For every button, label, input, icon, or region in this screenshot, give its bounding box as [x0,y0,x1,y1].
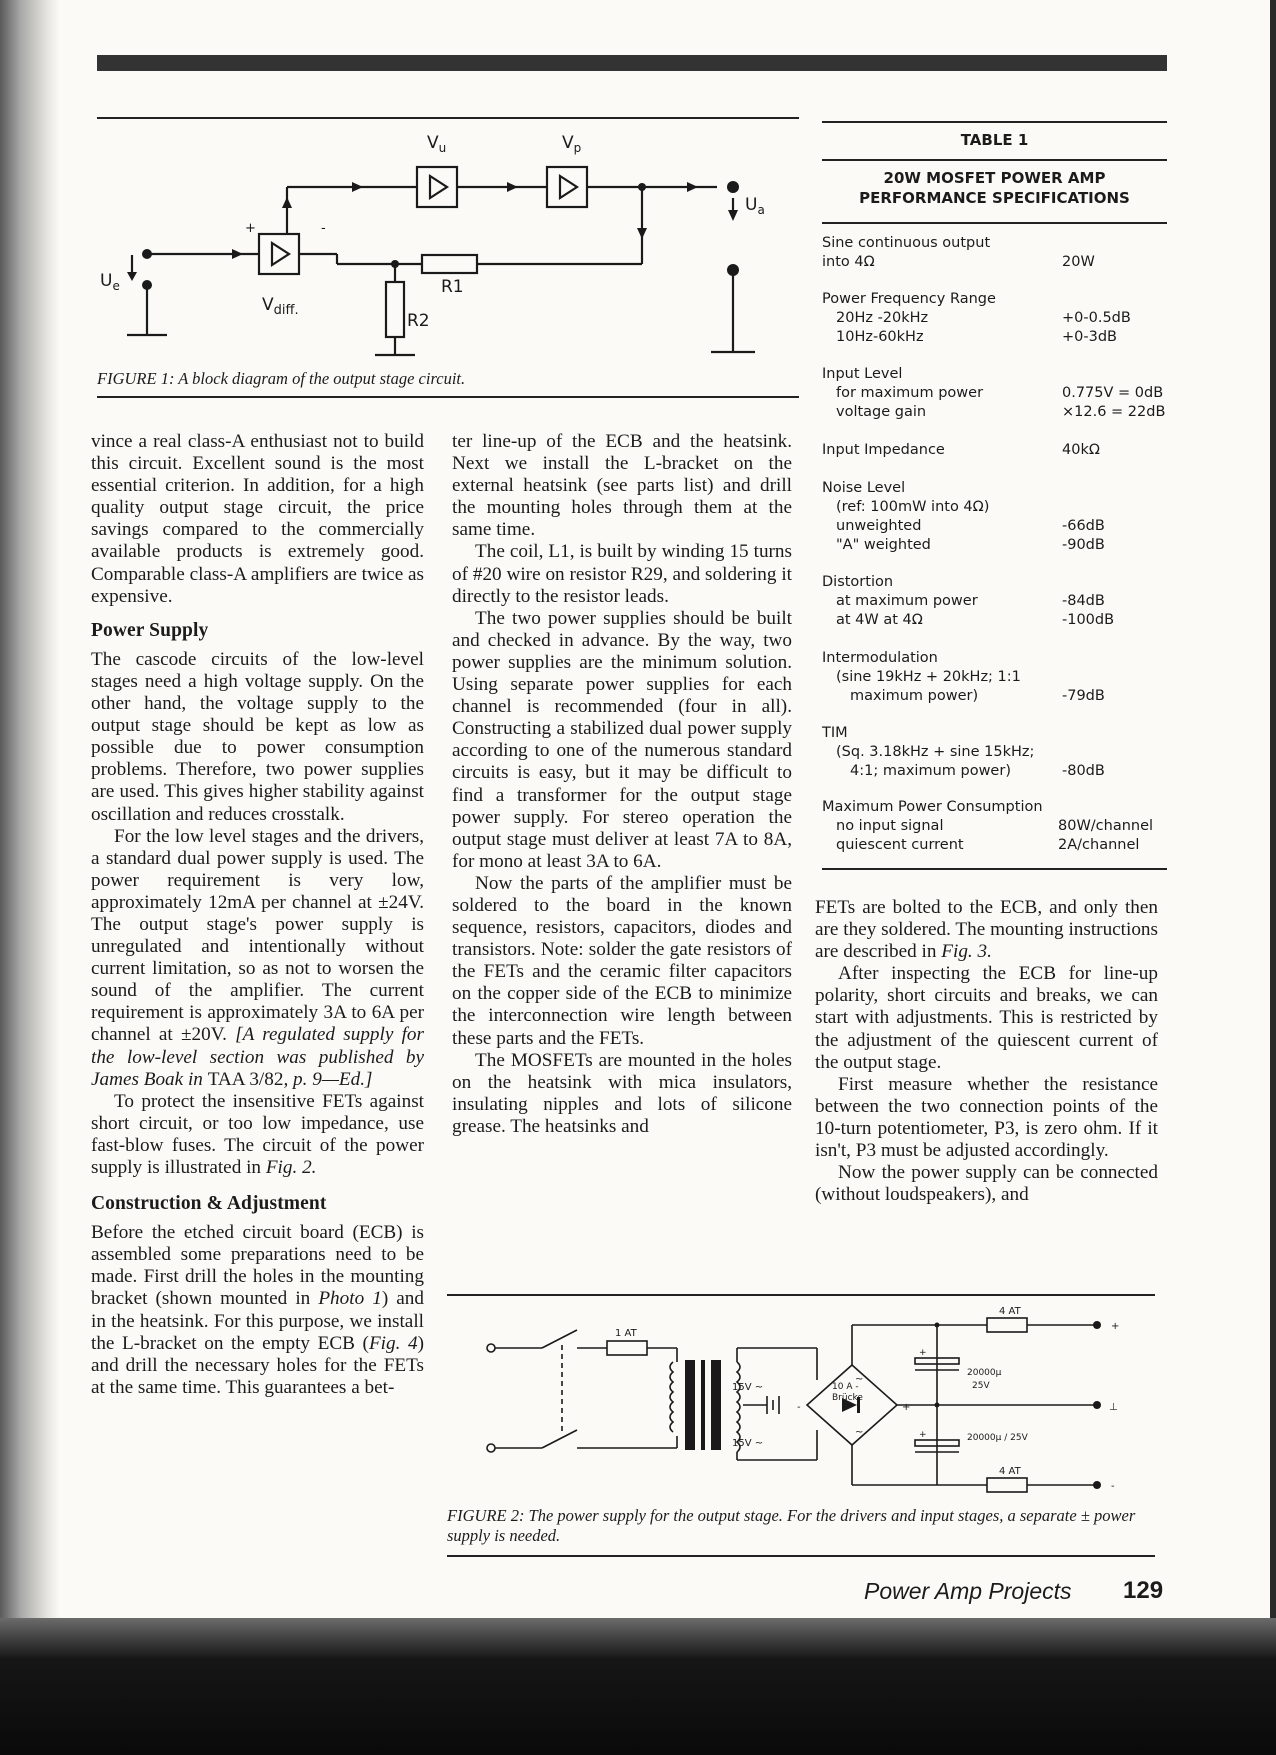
secondary-voltage-1: 15V ~ [732,1382,764,1393]
paragraph: Now the power supply can be connected (without loudspeakers), and [815,1162,1158,1206]
vu-label: V [427,133,439,153]
vdiff-amplifier-block [259,234,299,274]
cap-bottom-polarity: + [919,1430,927,1440]
figure2-caption: FIGURE 2: The power supply for the output stage. For the drivers and input stages, a separate ± power supply is needed. [447,1506,1136,1545]
scan-bottom-edge [0,1618,1276,1755]
table1-row: Intermodulation (sine 19kHz + 20kHz; 1:1 maximum power) -79dB [822,650,1105,704]
fuse-top-label: 4 AT [999,1306,1021,1317]
table1-row: Maximum Power Consumption no input signal quiescent current 80W/channel 2A/channel [822,799,1154,853]
cap-top-value: 20000μ [967,1368,1002,1378]
table1-row: Input Impedance 40kΩ [822,442,1100,458]
figure2-power-supply-schematic [447,1300,1157,1500]
figure1-caption: FIGURE 1: A block diagram of the output stage circuit. [97,369,466,388]
figure1-top-rule [97,117,799,119]
paragraph: FETs are bolted to the ECB, and only then are they soldered. The mounting instructions are described in Fig. 3. [815,897,1158,963]
text-column-2 [452,431,792,1138]
svg-text:Vp: $V_p$ [562,133,582,155]
r2-label: R2 [407,311,430,331]
paragraph: First measure whether the resistance between the two connection points of the 10-turn potentiometer, P3, is zero ohm. If it isn't, P3 must be adjusted accordingly. [815,1073,1158,1162]
paragraph: Now the parts of the amplifier must be soldered to the board in the known sequence, resistors, capacitors, diodes and transistors. Note: solder the gate resistors of the FETs and the ceramic filter capacitors on the copper side of the ECB to minimize the interconnection wire length between these parts and the FETs. [452,872,792,1049]
fuse-bottom-label: 4 AT [999,1466,1021,1477]
paragraph: For the low level stages and the drivers, a standard dual power supply is used. The power requirement is very low, approximately 12mA per channel at ±24V. The output stage's power supply is unregulated and intentionally without current limitation, so as not to worsen the sound of the amplifier. The current requirement is approximately 3A to 6A per channel at ±20V. [A regulated supply for the low-level section was published by James Boak in TAA 3/82, p. 9—Ed.] [91,825,424,1090]
plus-input-label: + [245,221,256,236]
page-number: 129 [1123,1577,1164,1604]
svg-text:Ue: $U_e$ [100,271,120,293]
table1-top-rule [822,121,1167,123]
paragraph: The coil, L1, is built by winding 15 turns of #20 wire on resistor R29, and soldering it directly to the resistor leads. [452,541,792,607]
cap-bottom-label: 20000μ / 25V [967,1433,1028,1443]
paragraph: vince a real class-A enthusiast not to build this circuit. Excellent sound is the most essential criterion. In addition, for a high quality output stage circuit, the price savings compared to the commercially available products is extremely good. Comparable class-A amplifiers are twice as expensive. [91,431,424,607]
running-footer-title: Power Amp Projects [864,1578,1072,1604]
table1-title-rule [822,159,1167,161]
output-minus: - [1111,1481,1115,1492]
paragraph: To protect the insensitive FETs against short circuit, or too low impedance, use fast-blow fuses. The circuit of the power supply is illustrated in Fig. 2. [91,1090,424,1178]
svg-text:Vdiff.: $V_{diff.}$ [262,295,299,318]
table1-row: Power Frequency Range 20Hz -20kHz 10Hz-60kHz +0-0.5dB +0-3dB [822,291,1131,345]
main-fuse-label: 1 AT [615,1328,637,1339]
scan-right-edge [1270,0,1276,1620]
table1-title: TABLE 1 [960,131,1029,149]
text-column-3 [815,897,1158,1206]
bridge-label-1: 10 A - [832,1382,859,1392]
table1-row: Input Level for maximum power voltage gain 0.775V = 0dB ×12.6 = 22dB [822,366,1166,420]
r1-resistor [422,255,477,273]
section-heading-construction: Construction & Adjustment [91,1193,327,1215]
table1-heading-rule [822,222,1167,224]
ue-label: U [100,271,113,291]
table1-heading: 20W MOSFET POWER AMP PERFORMANCE SPECIFICATIONS [859,169,1130,207]
vp-amplifier-block [547,167,587,207]
table1-row: Noise Level (ref: 100mW into 4Ω) unweighted "A" weighted -66dB -90dB [822,480,1105,553]
figure1-bottom-rule [97,396,799,398]
table1-row: TIM (Sq. 3.18kHz + sine 15kHz; 4:1; maximum power) -80dB [822,725,1105,779]
cap-top-voltage: 25V [972,1381,990,1391]
paragraph: The two power supplies should be built and checked in advance. By the way, two power supplies are the minimum solution. Using separate power supplies for each channel is recommended (four in all). Constructing a stabilized dual power supply according to one of the numerous standard circuits is easy, but it may be difficult to find a transformer for the output stage power supply. For stereo operation the output stage must deliver at least 7A to 8A, for mono at least 3A to 6A. [452,607,792,872]
bridge-label-2: Brücke [832,1393,863,1403]
output-ground: ⊥ [1109,1402,1118,1413]
vdiff-label: V [262,295,274,315]
table1-bottom-rule [822,868,1167,870]
main-fuse [607,1341,647,1355]
vu-amplifier-block [417,167,457,207]
bridge-plus: + [902,1402,911,1413]
figure1-block-diagram [97,120,802,370]
text-column-1 [91,431,424,1399]
minus-input-label: - [321,221,326,236]
paragraph: Before the etched circuit board (ECB) is assembled some preparations need to be made. First drill the holes in the mounting bracket (shown mounted in Photo 1) and in the heatsink. For this purpose, we install the L-bracket on the empty ECB (Fig. 4) and drill the necessary holes for the FETs at the same time. This guarantees a bet- [91,1222,424,1398]
ua-label: U [745,195,758,215]
table1-row: Sine continuous output into 4Ω 20W [822,235,1095,270]
r1-label: R1 [441,277,464,297]
paragraph: After inspecting the ECB for line-up polarity, short circuits and breaks, we can start with adjustments. This is restricted by the adjustment of the quiescent current of the output stage. [815,963,1158,1073]
fuse-4at-top [987,1318,1027,1332]
svg-text:Vu: $V_u$ [427,133,447,155]
bridge-ac-1: ~ [855,1374,864,1385]
output-plus: + [1111,1321,1120,1332]
section-heading-power-supply: Power Supply [91,619,209,641]
paragraph: The MOSFETs are mounted in the holes on the heatsink with mica insulators, insulating nipples and lots of silicone grease. The heatsinks and [452,1049,792,1137]
paragraph: The cascode circuits of the low-level stages need a high voltage supply. On the other hand, the voltage supply to the output stage should be kept as low as possible due to power consumption problems. Therefore, two power supplies are used. This gives higher stability against oscillation and reduces crosstalk. [91,648,424,825]
paragraph: ter line-up of the ECB and the heatsink. Next we install the L-bracket on the external heatsink (see parts list) and drill the mounting holes through them at the same time. [452,431,792,541]
figure2-bottom-rule [447,1555,1155,1557]
table1-row: Distortion at maximum power at 4W at 4Ω -84dB -100dB [822,574,1115,628]
bridge-minus: - [797,1402,801,1413]
fuse-4at-bottom [987,1478,1027,1492]
secondary-voltage-2: 15V ~ [732,1438,764,1449]
scan-left-edge-shadow [0,0,60,1620]
bridge-ac-2: ~ [855,1427,864,1438]
r2-resistor [386,282,404,337]
vp-label: V [562,133,574,153]
svg-text:Ua: $U_a$ [745,195,765,217]
cap-top-polarity: + [919,1348,927,1358]
figure2-top-rule [447,1294,1155,1296]
page-header-bar [97,55,1167,71]
